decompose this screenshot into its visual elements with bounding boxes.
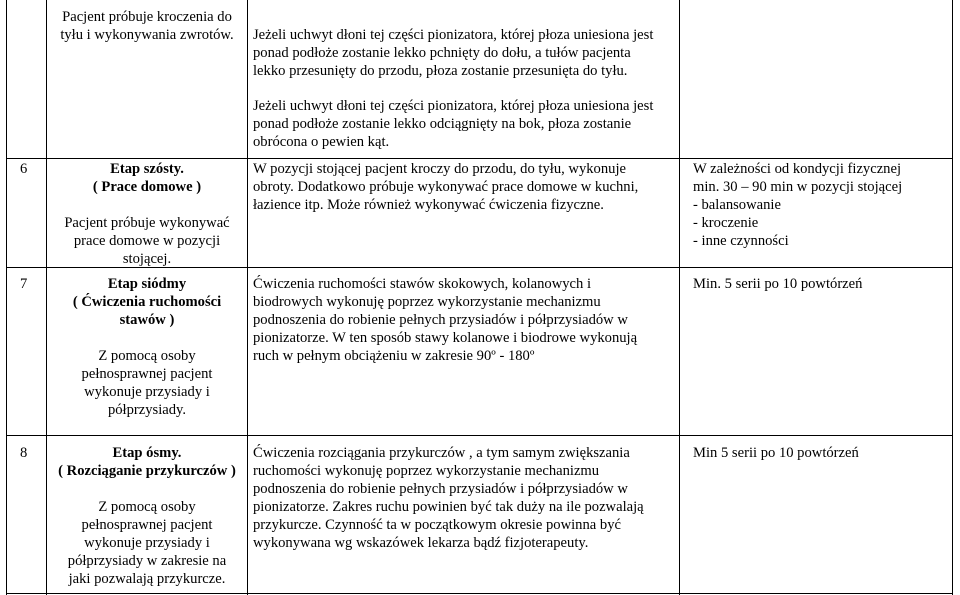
column-divider-2 [247,0,248,595]
row-8-stage [47,444,247,588]
stage-title: Etap siódmy [107,276,187,292]
text-line: pionizatorze. Zakres ruchu powinien być tak duży na ile pozwalają [253,499,644,515]
text-line: obrócona o pewien kąt. [253,134,390,150]
text-line: wykonuje przysiady i [84,535,210,551]
stage-title: Etap szósty. [110,161,184,177]
text-line: Jeżeli uchwyt dłoni tej części pionizatora, której płoza uniesiona jest [253,98,654,114]
text-line: W zależności od kondycji fizycznej [693,161,902,177]
row-number-7: 7 [20,276,28,292]
text-line: półprzysiady w zakresie na [67,553,227,569]
text-line: podnoszenia do robienie pełnych przysiadów i półprzysiadów w [253,481,628,497]
stage-subtitle: ( Ćwiczenia ruchomości [72,294,222,310]
row-divider-7 [6,435,953,436]
text-line: jaki pozwalają przykurcze. [68,571,226,587]
text-line: podnoszenia do robienie pełnych przysiadów i półprzysiadów w [253,312,628,328]
text-line: stojącej. [122,251,172,267]
text-line: biodrowych wykonuję poprzez wykorzystanie mechanizmu [253,294,601,310]
text-line: Jeżeli uchwyt dłoni tej części pionizatora, której płoza uniesiona jest [253,27,654,43]
text-line: Min 5 serii po 10 powtórzeń [693,445,859,461]
stage-title: Etap ósmy. [112,445,182,461]
row-8-exercise-text [253,444,678,552]
text-line: pionizatorze. W ten sposób stawy kolanowe i biodrowe wykonują [253,330,638,346]
text-line: tyłu i wykonywania zwrotów. [60,27,234,43]
row-divider-top [6,158,953,159]
stage-subtitle: ( Rozciąganie przykurczów ) [58,463,236,479]
row-divider-bottom [6,593,953,594]
row-8-duration [693,444,951,462]
text-line: - kroczenie [693,215,759,231]
text-line: wykonywana wg wskazówek lekarza bądź fizjoterapeuty. [253,535,589,551]
row-7-exercise-text [253,275,678,365]
text-line: obroty. Dodatkowo próbuje wykonywać prace domowe w kuchni, [253,179,639,195]
text-line: - inne czynności [693,233,789,249]
row-6-stage [47,160,247,268]
text-line: Min. 5 serii po 10 powtórzeń [693,276,863,292]
row-7-stage [47,275,247,419]
row-top-exercise-text [253,26,678,80]
row-top-stage-description [47,8,247,44]
text-line: lekko przesunięty do przodu, płoza zostanie przesunięta do tyłu. [253,63,628,79]
text-line: ruch w pełnym obciążeniu w zakresie 90º - 180º [253,348,535,364]
text-line: Pacjent próbuje kroczenia do [62,9,232,25]
row-6-exercise-text [253,160,678,214]
text-line: prace domowe w pozycji [73,233,221,249]
text-line: ruchomości wykonuję poprzez wykorzystanie mechanizmu [253,463,600,479]
row-6-duration [693,160,951,250]
text-line: wykonuje przysiady i [84,384,210,400]
text-line: przykurcze. Czynność ta w początkowym okresie powinna być [253,517,621,533]
row-7-duration [693,275,951,293]
text-line: Z pomocą osoby [98,499,196,515]
text-line: Ćwiczenia ruchomości stawów skokowych, kolanowych i [253,276,592,292]
column-divider-3 [679,0,680,595]
stage-subtitle: ( Prace domowe ) [92,179,202,195]
text-line: ponad podłoże zostanie lekko pchnięty do dołu, a tułów pacjenta [253,45,631,61]
text-line: pełnosprawnej pacjent [81,366,213,382]
row-number-8: 8 [20,445,28,461]
text-line: półprzysiady. [107,402,187,418]
table-border-right [952,0,953,595]
text-line: Z pomocą osoby [98,348,196,364]
text-line: Pacjent próbuje wykonywać [64,215,230,231]
row-top-exercise-text-2 [253,97,678,151]
row-number-6: 6 [20,161,28,177]
text-line: min. 30 – 90 min w pozycji stojącej [693,179,903,195]
text-line: Ćwiczenia rozciągania przykurczów , a tym samym zwiększania [253,445,630,461]
text-line: - balansowanie [693,197,781,213]
table-border-left [6,0,7,595]
stage-subtitle: stawów ) [119,312,175,328]
text-line: łazience itp. Może również wykonywać ćwiczenia fizyczne. [253,197,604,213]
text-line: ponad podłoże zostanie lekko odciągnięty na bok, płoza zostanie [253,116,632,132]
text-line: pełnosprawnej pacjent [81,517,213,533]
text-line: W pozycji stojącej pacjent kroczy do przodu, do tyłu, wykonuje [253,161,626,177]
